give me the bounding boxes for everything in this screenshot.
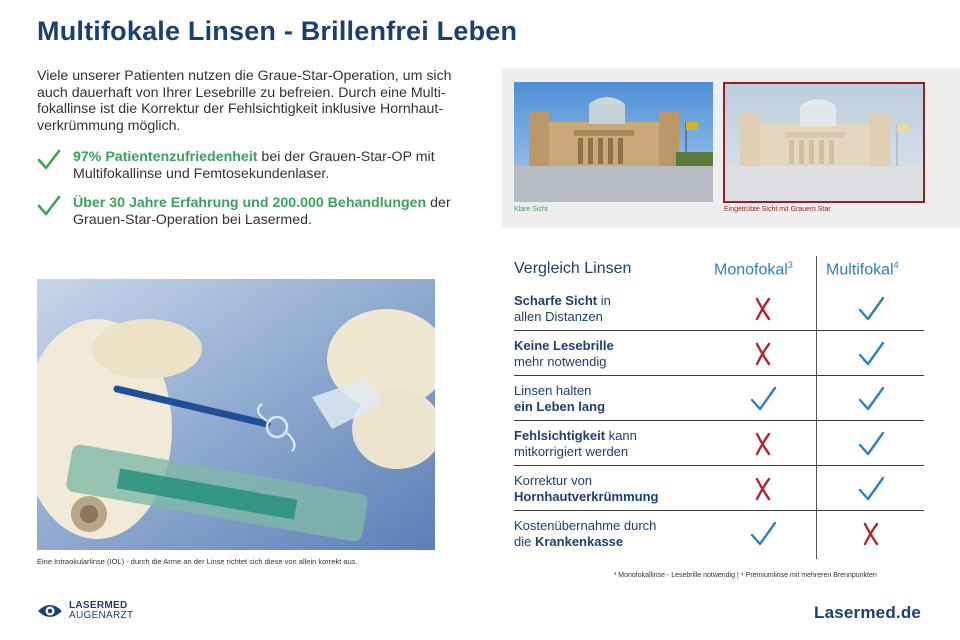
check-icon [856, 430, 886, 458]
row-label: Fehlsichtigkeit kann mitkorrigiert werden [514, 428, 637, 459]
eye-icon [37, 602, 63, 620]
page-title: Multifokale Linsen - Brillenfrei Leben [37, 16, 518, 46]
logo-line-1: LASERMED [69, 600, 128, 611]
check-icon [37, 195, 73, 229]
footnote: ³ Monofokallinse - Lesebrille notwendig | ⁴ Premiumlinse mit mehreren Brennpunkten [614, 572, 877, 579]
caption-cloudy-vision: Eingetrübte Sicht mit Grauem Star [724, 206, 831, 213]
column-header-multifocal: Multifokal$^4$ [826, 260, 899, 279]
photo-clear-vision [514, 82, 713, 202]
x-icon [856, 520, 886, 548]
bullet-highlight: 97% Patientenzufriedenheit [73, 149, 258, 165]
x-icon [748, 430, 778, 458]
lens-caption: Eine Intraokularlinse (IOL) - durch die Arme an der Linse richtet sich diese von allein korrekt aus. [37, 557, 358, 566]
check-icon [856, 385, 886, 413]
comparison-header [514, 254, 924, 286]
check-icon [37, 149, 73, 183]
check-icon [748, 385, 778, 413]
website-link[interactable]: Lasermed.de [814, 603, 922, 622]
check-icon [856, 295, 886, 323]
row-label: Kostenübernahme durch die Krankenkasse [514, 518, 657, 549]
comparison-row [514, 376, 924, 421]
comparison-row [514, 331, 924, 376]
column-header-monofocal: Monofokal$^3$ [714, 260, 793, 279]
check-icon [748, 520, 778, 548]
row-label: Linsen halten ein Leben lang [514, 383, 606, 414]
row-label: Scharfe Sicht in allen Distanzen [514, 293, 611, 324]
bullet-text: der Grauen-Star-Operation bei Lasermed. [73, 195, 451, 228]
x-icon [748, 295, 778, 323]
x-icon [748, 475, 778, 503]
bullet-highlight: Über 30 Jahre Erfahrung und 200.000 Behandlungen [73, 195, 427, 211]
check-icon [856, 475, 886, 503]
caption-clear-vision: Klare Sicht [514, 206, 548, 213]
comparison-row [514, 421, 924, 466]
comparison-row [514, 511, 924, 556]
lasermed-logo [37, 601, 133, 621]
bullet-text: bei der Grauen-Star-OP mit Multifokallinse und Femtosekundenlaser. [73, 149, 435, 182]
row-label: Keine Lesebrille mehr notwendig [514, 338, 614, 369]
intro-paragraph: Viele unserer Patienten nutzen die Graue-Star-Operation, um sich auch dauerhaft von Ihrer Lesebrille zu befreien. Durch eine Multi-fokallinse ist die Korrektur der Fehlsichtigkeit inklusive Hornhaut-verkrümmung möglich. [37, 68, 452, 134]
comparison-rows [514, 286, 924, 556]
photo-cloudy-vision [723, 82, 925, 203]
comparison-row [514, 466, 924, 511]
check-icon [856, 340, 886, 368]
vision-comparison-panel [502, 68, 960, 228]
row-label: Korrektur von Hornhautverkrümmung [514, 473, 659, 504]
bullet-experience [37, 195, 477, 229]
x-icon [748, 340, 778, 368]
logo-line-2: AUGENARZT [69, 610, 134, 621]
comparison-row [514, 286, 924, 331]
comparison-title: Vergleich Linsen [514, 260, 632, 277]
lens-comparison-table [514, 254, 924, 556]
bullet-satisfaction [37, 149, 477, 183]
photo-intraocular-lens [37, 279, 435, 550]
